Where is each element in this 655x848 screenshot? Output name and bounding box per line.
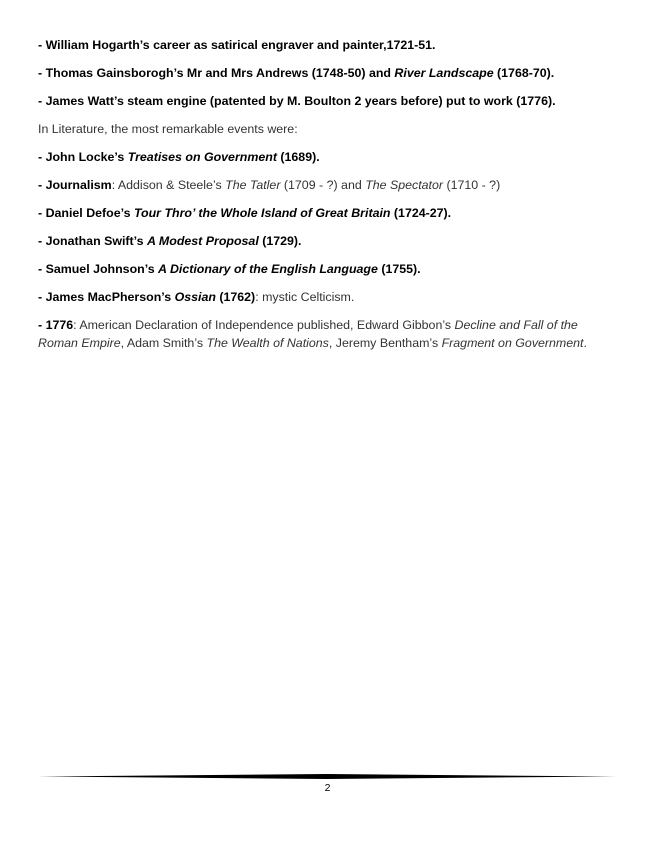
text-run: (1768-70). [493, 66, 555, 80]
paragraph [38, 204, 618, 222]
text-run: (1729). [258, 234, 302, 248]
text-run: (1689). [276, 150, 320, 164]
text-run: - Samuel Johnson’s [38, 262, 159, 276]
paragraph [38, 120, 618, 138]
text-run: (1755). [377, 262, 421, 276]
text-run: The Wealth of Nations [206, 336, 329, 350]
paragraph [38, 316, 618, 352]
text-run: A Modest Proposal [147, 234, 259, 248]
paragraph [38, 260, 618, 278]
paragraph [38, 92, 618, 110]
text-run: , Adam Smith’s [120, 336, 207, 350]
text-run: River Landscape [394, 66, 494, 80]
text-run: - William Hogarth’s career as satirical engraver and painter,1721-51. [38, 38, 436, 52]
paragraph [38, 64, 618, 82]
text-run: - Thomas Gainsborogh’s Mr and Mrs Andrews (1748-50) and [38, 66, 395, 80]
text-run: - Jonathan Swift’s [38, 234, 147, 248]
text-run: . [583, 336, 587, 350]
text-run: - James Watt’s steam engine (patented by M. Boulton 2 years before) put to work (1776). [38, 94, 556, 108]
document-body [38, 36, 618, 362]
text-run: - James MacPherson’s [38, 290, 175, 304]
text-run: : mystic Celticism. [255, 290, 355, 304]
text-run: , Jeremy Bentham’s [328, 336, 442, 350]
paragraph [38, 288, 618, 306]
text-run: - 1776 [38, 318, 74, 332]
text-run: : Addison & Steele’s [111, 178, 226, 192]
text-run: The Tatler [225, 178, 281, 192]
paragraph [38, 148, 618, 166]
text-run: - John Locke’s [38, 150, 128, 164]
text-run: : American Declaration of Independence published, Edward Gibbon’s [73, 318, 455, 332]
text-run: - Daniel Defoe’s [38, 206, 134, 220]
text-run: Tour Thro’ the Whole Island of Great Britain [133, 206, 391, 220]
text-run: (1724-27). [390, 206, 452, 220]
paragraph [38, 176, 618, 194]
text-run: Treatises on Government [127, 150, 277, 164]
text-run: A Dictionary of the English Language [158, 262, 378, 276]
text-run: In Literature, the most remarkable events were: [38, 122, 298, 136]
text-run: - Journalism [38, 178, 112, 192]
text-run: (1762) [215, 290, 256, 304]
paragraph [38, 232, 618, 250]
footer-rule [38, 774, 616, 779]
text-run: Ossian [174, 290, 216, 304]
text-run: (1710 - ?) [443, 178, 501, 192]
text-run: Fragment on Government [441, 336, 584, 350]
text-run: Decline and Fall of the Roman Empire [38, 318, 578, 350]
page-number: 2 [324, 782, 331, 794]
paragraph [38, 36, 618, 54]
text-run: The Spectator [365, 178, 444, 192]
text-run: (1709 - ?) and [280, 178, 366, 192]
